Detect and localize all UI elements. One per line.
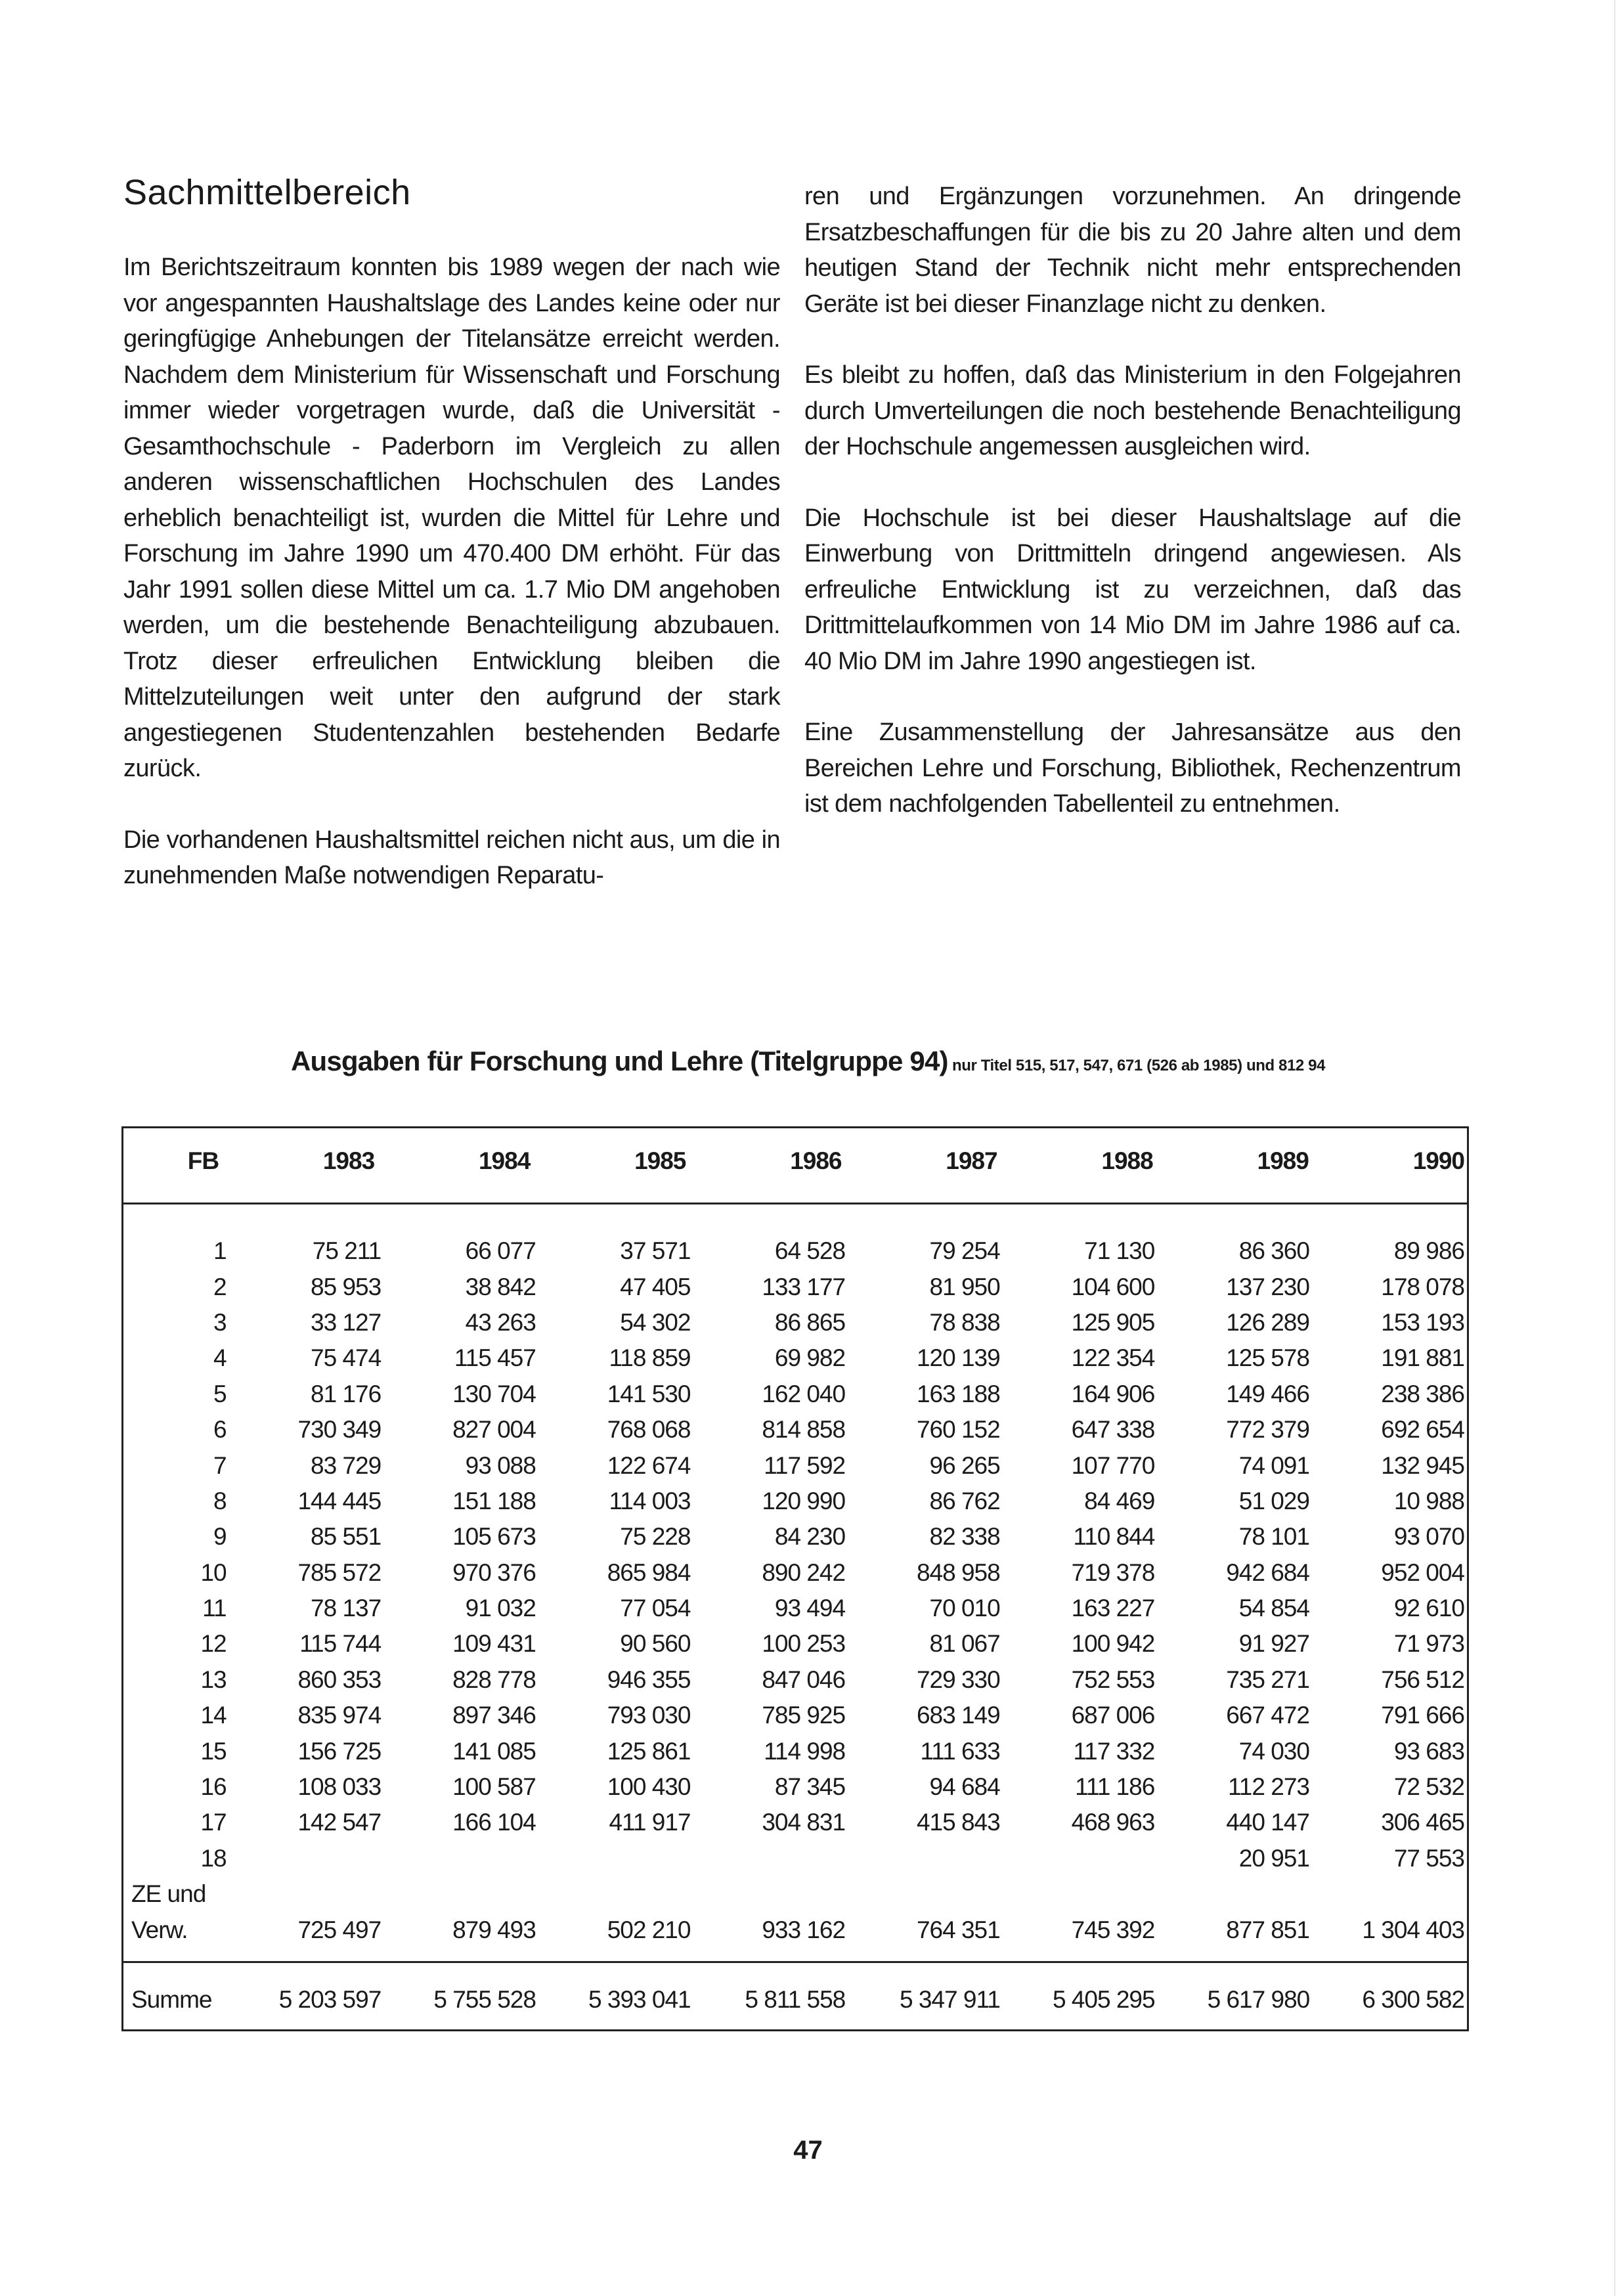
table-row: [123, 1769, 1467, 1805]
column-header-year: 1983: [322, 1147, 375, 1175]
row-label: 8: [213, 1487, 227, 1514]
table-cell: 109 431: [452, 1630, 536, 1658]
table-cell: 100 430: [607, 1773, 691, 1801]
table-cell: 77 553: [1393, 1844, 1464, 1872]
row-label: 10: [200, 1558, 227, 1586]
paragraph: Die Hochschule ist bei dieser Haushaltslage auf die Einwerbung von Drittmitteln dringend angewiesen. Als erfreuliche Entwicklung ist zu verzeichnen, daß das Drittmittelaufkommen von 14 Mio DM im Jahre 1986 auf ca. 40 Mio DM im Jahre 1990 angestiegen ist.: [804, 504, 1461, 675]
table-row: [123, 1876, 1467, 1912]
table-cell: 93 088: [465, 1451, 536, 1479]
table-cell: 132 945: [1381, 1451, 1464, 1479]
total-cell: 6 300 582: [1362, 1986, 1464, 2014]
table-cell: [1154, 1876, 1309, 1912]
table-cell: 730 349: [297, 1416, 382, 1444]
row-label: 13: [200, 1666, 227, 1693]
table-row: [123, 1555, 1467, 1591]
table-cell: 141 530: [607, 1380, 691, 1407]
row-label: 7: [213, 1451, 227, 1479]
row-label: 17: [200, 1809, 227, 1836]
row-label: 1: [213, 1237, 227, 1265]
column-header-year: 1986: [790, 1147, 842, 1175]
table-header: [123, 1143, 1467, 1179]
table-cell: 33 127: [311, 1308, 382, 1336]
table-cell: 117 332: [1073, 1737, 1155, 1765]
table-cell: 785 572: [297, 1558, 382, 1586]
table-row: [123, 1805, 1467, 1840]
table-cell: 238 386: [1381, 1380, 1464, 1407]
table-cell: 84 230: [774, 1523, 846, 1551]
table-cell: 814 858: [762, 1416, 846, 1444]
table-cell: 86 865: [774, 1308, 846, 1336]
total-cell: 5 811 558: [745, 1986, 846, 2014]
table-cell: 760 152: [916, 1416, 1000, 1444]
total-cell: 5 755 528: [433, 1986, 536, 2014]
table-cell: 687 006: [1071, 1702, 1155, 1729]
table-cell: 304 831: [762, 1809, 846, 1836]
table-cell: 85 953: [311, 1273, 382, 1300]
right-text-column: [804, 179, 1461, 858]
table-cell: [1309, 1876, 1467, 1912]
total-cell: 5 203 597: [278, 1986, 382, 2014]
table-cell: [690, 1876, 845, 1912]
table-cell: 415 843: [916, 1809, 1000, 1836]
table-cell: [845, 1876, 1000, 1912]
total-row: [123, 1982, 1467, 2018]
table-cell: 793 030: [607, 1702, 691, 1729]
table-cell: 37 571: [620, 1237, 691, 1265]
table-cell: 166 104: [452, 1809, 536, 1836]
table-cell: 38 842: [465, 1273, 536, 1300]
table-cell: 125 861: [607, 1737, 691, 1765]
table-cell: 94 684: [929, 1773, 1000, 1801]
table-row: [123, 1340, 1467, 1376]
table-cell: [536, 1841, 691, 1876]
table-cell: 93 070: [1393, 1523, 1464, 1551]
table-cell: 69 982: [774, 1344, 846, 1372]
table-cell: 835 974: [297, 1702, 382, 1729]
table-row: [123, 1626, 1467, 1662]
table-cell: 64 528: [774, 1237, 846, 1265]
table-cell: 163 227: [1071, 1595, 1155, 1622]
table-cell: 93 683: [1393, 1737, 1464, 1765]
table-cell: 47 405: [620, 1273, 691, 1300]
column-header-fb: FB: [187, 1147, 219, 1175]
table-cell: 111 186: [1075, 1773, 1155, 1801]
column-header-year: 1984: [478, 1147, 531, 1175]
table-cell: [381, 1876, 536, 1912]
table-cell: 81 176: [311, 1380, 382, 1407]
table-cell: 105 673: [452, 1523, 536, 1551]
table-row: [123, 1912, 1467, 1947]
row-label: 5: [213, 1380, 227, 1407]
row-label: 6: [213, 1416, 227, 1444]
table-cell: 879 493: [452, 1916, 536, 1943]
table-cell: 162 040: [762, 1380, 846, 1407]
table-cell: 115 744: [299, 1630, 382, 1658]
row-label: 14: [200, 1702, 227, 1729]
table-title-main: Ausgaben für Forschung und Lehre (Titelgruppe 94): [290, 1046, 948, 1076]
table-cell: 149 466: [1226, 1380, 1309, 1407]
table-cell: 828 778: [452, 1666, 536, 1693]
table-cell: 126 289: [1226, 1308, 1309, 1336]
total-cell: 5 347 911: [900, 1986, 1000, 2014]
table-cell: 156 725: [297, 1737, 382, 1765]
table-cell: 93 494: [774, 1595, 846, 1622]
table-cell: 735 271: [1226, 1666, 1309, 1693]
table-cell: 118 859: [609, 1344, 691, 1372]
row-label: 9: [213, 1523, 227, 1551]
row-label: 18: [200, 1844, 227, 1872]
table-cell: 81 950: [929, 1273, 1000, 1300]
table-cell: 745 392: [1071, 1916, 1155, 1943]
table-cell: 78 838: [929, 1308, 1000, 1336]
table-row: [123, 1447, 1467, 1483]
table-title-sub: nur Titel 515, 517, 547, 671 (526 ab 1985) und 812 94: [948, 1057, 1326, 1074]
page-edge-line: [1614, 0, 1615, 2296]
table-cell: 865 984: [607, 1558, 691, 1586]
paragraph: Im Berichtszeitraum konnten bis 1989 wegen der nach wie vor angespannten Haushaltslage des Landes keine oder nur geringfügige Anhebungen der Titelansätze erreicht werden. Nachdem dem Ministerium für Wissenschaft und Forschung immer wieder vorgetragen wurde, daß die Universität - Gesamthochschule - Paderborn im Vergleich zu allen anderen wissenschaftlichen Hochschulen des Landes erheblich benachteiligt ist, wurden die Mittel für Lehre und Forschung im Jahre 1990 um 470.400 DM erhöht. Für das Jahr 1991 sollen diese Mittel um ca. 1.7 Mio DM angehoben werden, um die bestehende Benachteiligung abzubauen. Trotz dieser erfreulichen Entwicklung bleiben die Mittelzuteilungen weit unter den aufgrund der stark angestiegenen Studentenzahlen bestehenden Bedarfe zurück.: [123, 254, 780, 782]
table-cell: 683 149: [916, 1702, 1000, 1729]
table-row: [123, 1233, 1467, 1269]
table-row: [123, 1698, 1467, 1733]
table-cell: 54 854: [1238, 1595, 1309, 1622]
table-cell: [690, 1841, 845, 1876]
table-cell: 163 188: [916, 1380, 1000, 1407]
table-cell: 112 273: [1227, 1773, 1309, 1801]
column-header-year: 1990: [1412, 1147, 1464, 1175]
table-cell: 890 242: [762, 1558, 846, 1586]
row-label: 2: [213, 1273, 227, 1300]
table-cell: 725 497: [297, 1916, 382, 1943]
table-cell: 137 230: [1226, 1273, 1309, 1300]
table-cell: 933 162: [762, 1916, 846, 1943]
table-cell: 153 193: [1381, 1308, 1464, 1336]
paragraph: Eine Zusammenstellung der Jahresansätze aus den Bereichen Lehre und Forschung, Bibliothek, Rechenzentrum ist dem nachfolgenden Tabellenteil zu entnehmen.: [804, 718, 1461, 818]
table-cell: 107 770: [1071, 1451, 1155, 1479]
table-cell: 75 474: [311, 1344, 382, 1372]
table-cell: 86 360: [1238, 1237, 1309, 1265]
table-cell: 77 054: [620, 1595, 691, 1622]
table-cell: 90 560: [620, 1630, 691, 1658]
table-cell: 43 263: [465, 1308, 536, 1336]
table-row: [123, 1377, 1467, 1412]
table-cell: 151 188: [452, 1487, 536, 1514]
table-cell: 104 600: [1071, 1273, 1155, 1300]
table-cell: 84 469: [1084, 1487, 1155, 1514]
table-cell: 191 881: [1381, 1344, 1464, 1372]
row-label: 15: [200, 1737, 227, 1765]
table-cell: 952 004: [1381, 1558, 1464, 1586]
table-row: [123, 1484, 1467, 1519]
table-row: [123, 1662, 1467, 1698]
table-cell: 86 762: [929, 1487, 1000, 1514]
table-cell: 178 078: [1381, 1273, 1464, 1300]
table-cell: 92 610: [1393, 1595, 1464, 1622]
table-cell: 791 666: [1381, 1702, 1464, 1729]
table-cell: 110 844: [1073, 1523, 1155, 1551]
total-cell: 5 617 980: [1207, 1986, 1310, 2014]
table-cell: 74 030: [1238, 1737, 1309, 1765]
table-cell: 877 851: [1226, 1916, 1309, 1943]
table-cell: 71 130: [1084, 1237, 1155, 1265]
table-cell: 70 010: [929, 1595, 1000, 1622]
table-cell: 719 378: [1071, 1558, 1155, 1586]
table-cell: 66 077: [465, 1237, 536, 1265]
table-cell: 942 684: [1226, 1558, 1309, 1586]
column-header-year: 1989: [1257, 1147, 1309, 1175]
table-total: [123, 1982, 1467, 2018]
table-row: [123, 1305, 1467, 1340]
table-row: [123, 1733, 1467, 1769]
table-cell: 72 532: [1393, 1773, 1464, 1801]
header-divider: [123, 1203, 1467, 1204]
paragraph: Die vorhandenen Haushaltsmittel reichen nicht aus, um die in zunehmenden Maße notwendigen Reparatu-: [123, 826, 780, 889]
table-cell: 848 958: [916, 1558, 1000, 1586]
table-row: [123, 1519, 1467, 1555]
table-cell: 130 704: [452, 1380, 536, 1407]
table-cell: 764 351: [916, 1916, 1000, 1943]
table-row: [123, 1591, 1467, 1626]
table-title: [0, 1046, 1616, 1077]
table-cell: 85 551: [311, 1523, 382, 1551]
table-cell: 468 963: [1071, 1809, 1155, 1836]
table-cell: 142 547: [297, 1809, 382, 1836]
table-cell: 75 211: [312, 1237, 382, 1265]
table-cell: 692 654: [1381, 1416, 1464, 1444]
table-cell: 78 101: [1238, 1523, 1309, 1551]
table-cell: 667 472: [1226, 1702, 1309, 1729]
table-cell: 502 210: [607, 1916, 691, 1943]
table-cell: 164 906: [1071, 1380, 1155, 1407]
table-cell: 306 465: [1381, 1809, 1464, 1836]
header-row: [123, 1143, 1467, 1179]
table-cell: 141 085: [452, 1737, 536, 1765]
table-cell: 772 379: [1226, 1416, 1309, 1444]
table-cell: 752 553: [1071, 1666, 1155, 1693]
expenditure-table: [121, 1126, 1469, 2031]
table-cell: 114 003: [609, 1487, 691, 1514]
table-cell: 100 942: [1071, 1630, 1155, 1658]
table-cell: 100 587: [452, 1773, 536, 1801]
table-cell: 81 067: [929, 1630, 1000, 1658]
paragraph: ren und Ergänzungen vorzunehmen. An dringende Ersatzbeschaffungen für die bis zu 20 Jahre alten und dem heutigen Stand der Technik nicht mehr entsprechenden Geräte ist bei dieser Finanzlage nicht zu denken.: [804, 183, 1461, 318]
table-cell: 122 354: [1071, 1344, 1155, 1372]
row-label: Verw.: [131, 1916, 188, 1943]
table-cell: [381, 1841, 536, 1876]
table-cell: 100 253: [762, 1630, 846, 1658]
row-label: 4: [213, 1344, 227, 1372]
table-row: [123, 1269, 1467, 1304]
table-cell: 946 355: [607, 1666, 691, 1693]
table-cell: 897 346: [452, 1702, 536, 1729]
section-heading: Sachmittelbereich: [123, 173, 411, 212]
table-cell: 125 578: [1226, 1344, 1309, 1372]
total-divider: [123, 1961, 1467, 1963]
table-cell: 117 592: [764, 1451, 846, 1479]
table-cell: 89 986: [1393, 1237, 1464, 1265]
table-cell: [1000, 1876, 1155, 1912]
table-cell: 51 029: [1238, 1487, 1309, 1514]
column-header-year: 1987: [946, 1147, 997, 1175]
table-cell: 111 633: [920, 1737, 1000, 1765]
table-cell: 827 004: [452, 1416, 536, 1444]
table-cell: 71 973: [1393, 1630, 1464, 1658]
table-cell: 1 304 403: [1362, 1916, 1464, 1943]
row-label: 16: [200, 1773, 227, 1801]
table-cell: 79 254: [929, 1237, 1000, 1265]
paragraph: Es bleibt zu hoffen, daß das Ministerium in den Folgejahren durch Umverteilungen die noch bestehende Benachteiligung der Hochschule angemessen ausgleichen wird.: [804, 361, 1461, 460]
table-cell: 115 457: [454, 1344, 536, 1372]
table-cell: 120 139: [916, 1344, 1000, 1372]
table-cell: 108 033: [297, 1773, 382, 1801]
table-cell: 144 445: [297, 1487, 382, 1514]
table-cell: [536, 1876, 691, 1912]
table-cell: 74 091: [1238, 1451, 1309, 1479]
table-cell: 96 265: [929, 1451, 1000, 1479]
total-cell: 5 393 041: [588, 1986, 691, 2014]
table-cell: 729 330: [916, 1666, 1000, 1693]
table-cell: 756 512: [1381, 1666, 1464, 1693]
table-cell: [227, 1841, 382, 1876]
table-body: [123, 1233, 1467, 1948]
column-header-year: 1988: [1101, 1147, 1153, 1175]
page-number: 47: [793, 2136, 823, 2165]
table-cell: 122 674: [607, 1451, 691, 1479]
column-header-year: 1985: [634, 1147, 686, 1175]
table-cell: 114 998: [764, 1737, 846, 1765]
table-cell: 87 345: [774, 1773, 846, 1801]
table-cell: 82 338: [929, 1523, 1000, 1551]
table-cell: 440 147: [1226, 1809, 1309, 1836]
table-cell: 120 990: [762, 1487, 846, 1514]
table-cell: 768 068: [607, 1416, 691, 1444]
table-row: [123, 1841, 1467, 1876]
row-label: 11: [202, 1595, 227, 1622]
table-cell: 125 905: [1071, 1308, 1155, 1336]
table-cell: 54 302: [620, 1308, 691, 1336]
table-cell: 785 925: [762, 1702, 846, 1729]
table-cell: [1000, 1841, 1155, 1876]
table-cell: 411 917: [609, 1809, 691, 1836]
left-text-column: [123, 250, 780, 929]
total-label: Summe: [131, 1986, 212, 2014]
row-label: ZE und: [131, 1880, 206, 1908]
table-cell: 78 137: [311, 1595, 382, 1622]
table-cell: 91 927: [1238, 1630, 1309, 1658]
table-cell: 860 353: [297, 1666, 382, 1693]
table-cell: 847 046: [762, 1666, 846, 1693]
table-cell: 970 376: [452, 1558, 536, 1586]
table-cell: [845, 1841, 1000, 1876]
table-cell: 133 177: [762, 1273, 846, 1300]
table-cell: 10 988: [1393, 1487, 1464, 1514]
table-cell: 75 228: [620, 1523, 691, 1551]
table-cell: 91 032: [465, 1595, 536, 1622]
table-cell: 647 338: [1071, 1416, 1155, 1444]
row-label: 12: [200, 1630, 227, 1658]
table-row: [123, 1412, 1467, 1447]
table-cell: 83 729: [311, 1451, 382, 1479]
table-cell: 20 951: [1238, 1844, 1309, 1872]
total-cell: 5 405 295: [1052, 1986, 1155, 2014]
table-cell: [227, 1876, 382, 1912]
row-label: 3: [213, 1308, 227, 1336]
